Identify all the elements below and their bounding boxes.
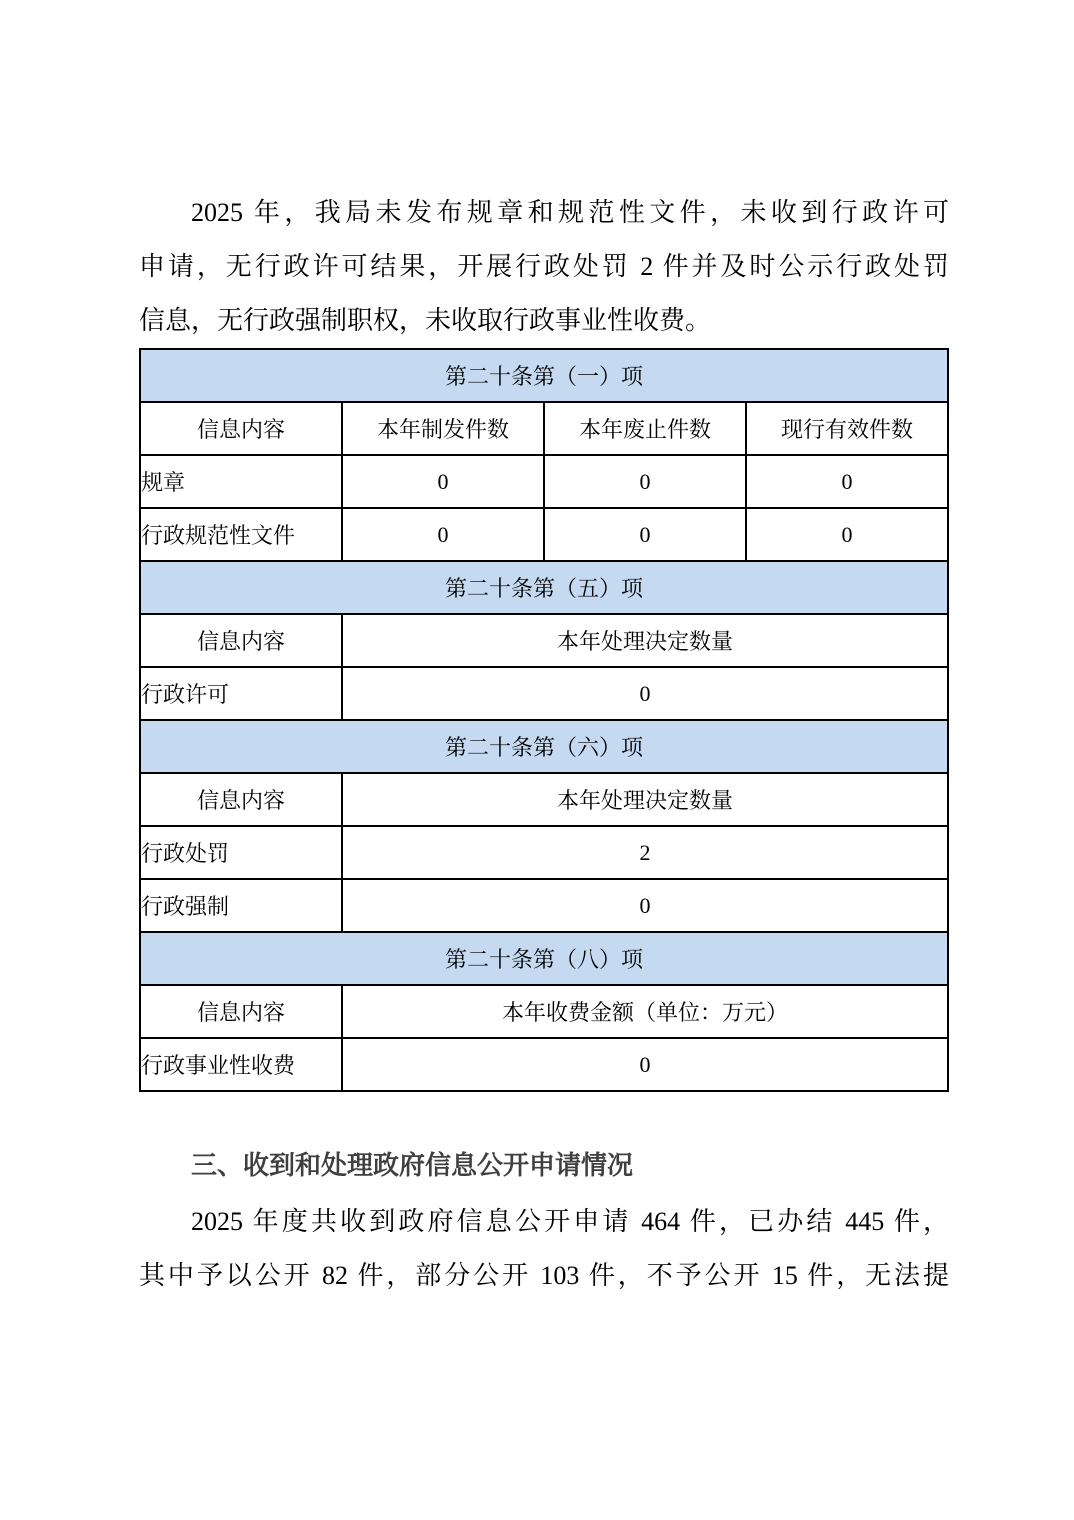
section-title-cell: 第二十条第（五）项 (140, 561, 948, 614)
column-header-cell: 信息内容 (140, 614, 342, 667)
table-row (140, 455, 948, 508)
document-content (139, 0, 949, 1303)
table-row (140, 879, 948, 932)
column-header-cell: 信息内容 (140, 985, 342, 1038)
intro-paragraph-line: 2025 年，我局未发布规章和规范性文件，未收到行政许可 (191, 198, 949, 227)
table-row (140, 1038, 948, 1091)
table-row (140, 402, 948, 455)
intro-paragraph (139, 0, 949, 348)
row-label-cell: 行政处罚 (140, 826, 342, 879)
table-row (140, 667, 948, 720)
intro-paragraph-line: 信息，无行政强制职权，未收取行政事业性收费。 (139, 306, 712, 335)
section-heading: 三、收到和处理政府信息公开申请情况 (191, 1150, 634, 1180)
section-title-cell: 第二十条第（六）项 (140, 720, 948, 773)
column-header-cell: 本年处理决定数量 (342, 773, 948, 826)
table-row (140, 561, 948, 614)
applications-paragraph (139, 1185, 949, 1303)
table-row (140, 932, 948, 985)
table-row (140, 720, 948, 773)
table-row (140, 508, 948, 561)
column-header-cell: 信息内容 (140, 402, 342, 455)
value-cell: 0 (342, 455, 544, 508)
column-header-cell: 本年废止件数 (544, 402, 746, 455)
applications-paragraph-line: 其中予以公开 82 件，部分公开 103 件，不予公开 15 件，无法提 (139, 1261, 949, 1290)
column-header-cell: 现行有效件数 (746, 402, 948, 455)
applications-paragraph-line: 2025 年度共收到政府信息公开申请 464 件，已办结 445 件， (191, 1207, 949, 1236)
intro-paragraph-line: 申请，无行政许可结果，开展行政处罚 2 件并及时公示行政处罚 (139, 252, 949, 281)
table-row (140, 826, 948, 879)
row-label-cell: 行政许可 (140, 667, 342, 720)
value-cell: 0 (746, 508, 948, 561)
column-header-cell: 本年收费金额（单位：万元） (342, 985, 948, 1038)
disclosure-statistics-table (139, 348, 949, 1092)
row-label-cell: 行政规范性文件 (140, 508, 342, 561)
row-label-cell: 行政强制 (140, 879, 342, 932)
table-row (140, 773, 948, 826)
section-title-cell: 第二十条第（八）项 (140, 932, 948, 985)
section-title-cell: 第二十条第（一）项 (140, 349, 948, 402)
row-label-cell: 规章 (140, 455, 342, 508)
table-row (140, 985, 948, 1038)
column-header-cell: 信息内容 (140, 773, 342, 826)
value-cell: 0 (342, 508, 544, 561)
value-cell: 0 (544, 508, 746, 561)
value-cell: 0 (746, 455, 948, 508)
value-cell: 0 (544, 455, 746, 508)
value-cell: 0 (342, 1038, 948, 1091)
table-row (140, 614, 948, 667)
value-cell: 2 (342, 826, 948, 879)
value-cell: 0 (342, 667, 948, 720)
column-header-cell: 本年处理决定数量 (342, 614, 948, 667)
value-cell: 0 (342, 879, 948, 932)
column-header-cell: 本年制发件数 (342, 402, 544, 455)
table-row (140, 349, 948, 402)
row-label-cell: 行政事业性收费 (140, 1038, 342, 1091)
